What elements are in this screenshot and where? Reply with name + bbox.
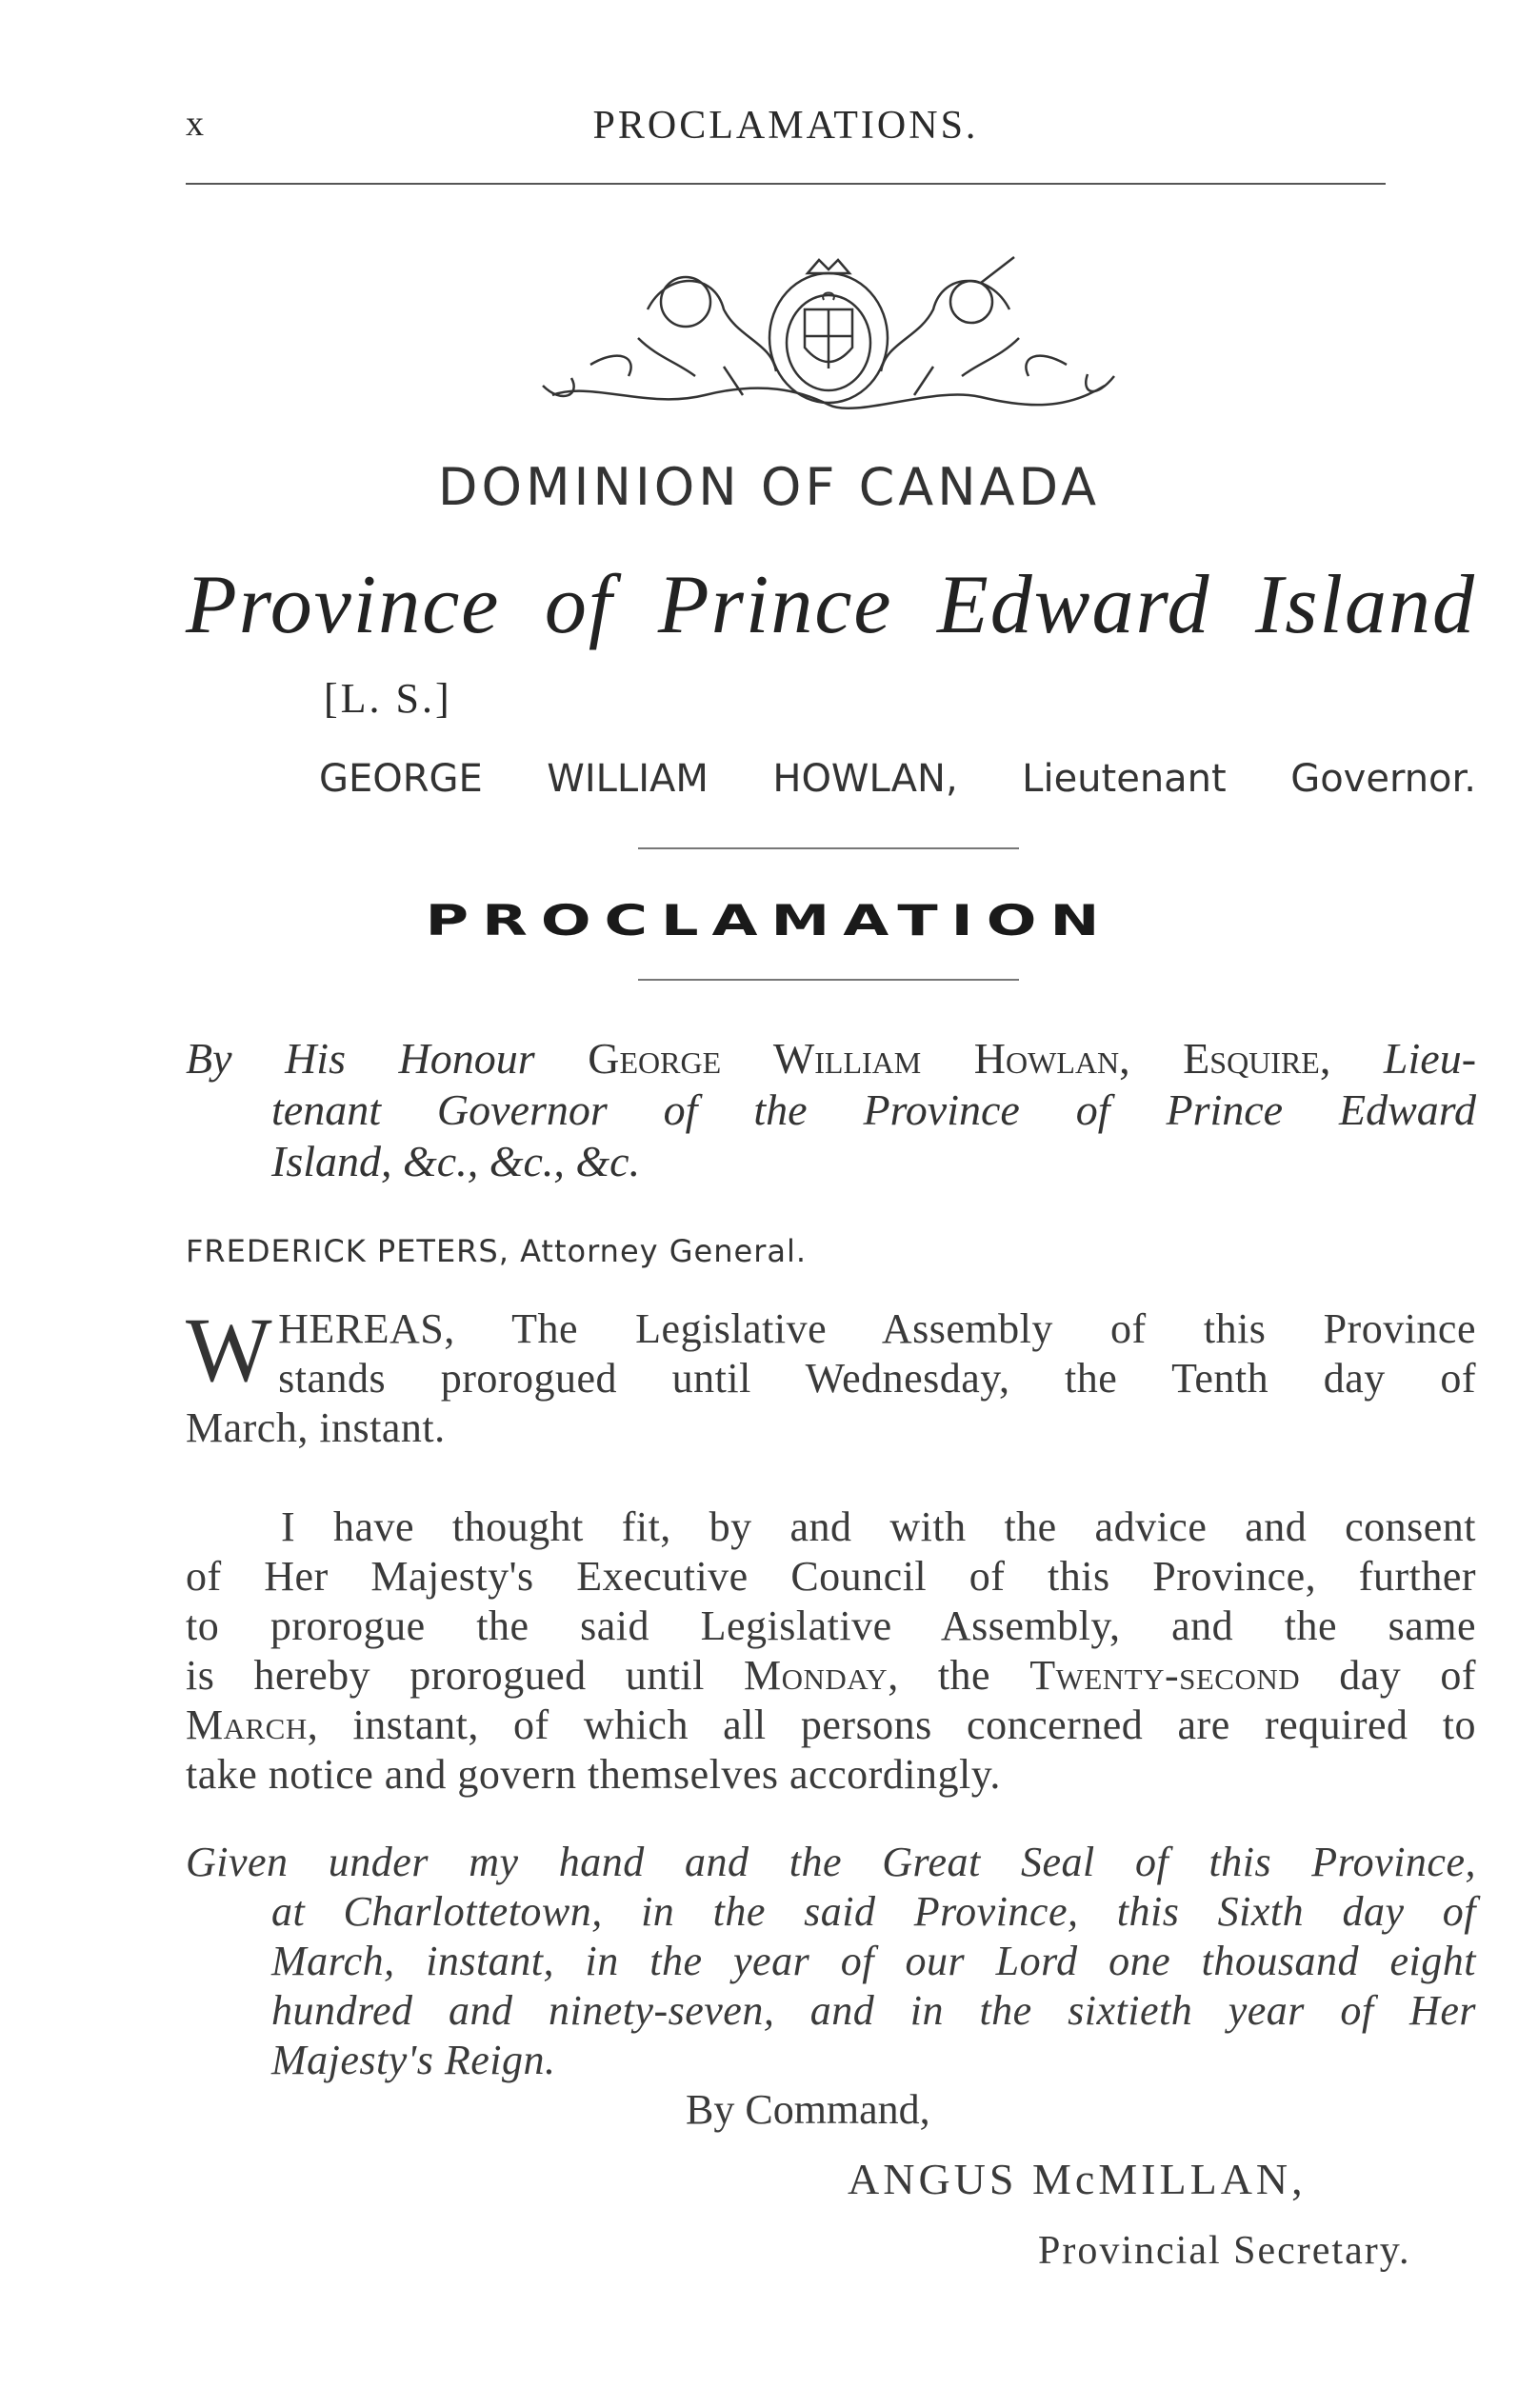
governor-line: GEORGE WILLIAM HOWLAN, Lieutenant Governor. bbox=[319, 757, 1476, 801]
attorney-general-line: FREDERICK PETERS, Attorney General. bbox=[186, 1233, 808, 1269]
proclamation-title: PROCLAMATION bbox=[425, 895, 1113, 945]
royal-coat-of-arms-icon bbox=[533, 252, 1124, 424]
rule-below-title bbox=[638, 979, 1019, 981]
seal-mark: [L. S.] bbox=[324, 675, 452, 722]
given-under-paragraph: Given under my hand and the Great Seal of this Province, at Charlottetown, in the said Province, this Sixth day of March, instant, in the year of our Lord one thousand eight hundred and ninety-seven, and in the sixtieth year of Her Majesty's Reign. bbox=[186, 1839, 1476, 2083]
dominion-heading: DOMINION OF CANADA bbox=[437, 457, 1101, 517]
whereas-paragraph: W HEREAS, The Legislative Assembly of this Province stands prorogued until Wednesday, the Tenth day of March, instant. bbox=[186, 1299, 1476, 1451]
prorogation-paragraph: I have thought fit, by and with the advice and consent of Her Majesty's Executive Council of this Province, further to prorogue the said Legislative Assembly, and the same is hereby prorogued until Monday, the Twenty-second day of March, instant, of which all persons concerned are required to take notice and govern themselves accordingly. bbox=[186, 1503, 1477, 1798]
signer-title: Provincial Secretary. bbox=[1038, 2229, 1411, 2273]
by-command: By Command, bbox=[686, 2086, 930, 2133]
drop-cap: W bbox=[186, 1299, 273, 1401]
by-honour-paragraph: By His Honour George William Howlan, Esquire, Lieu- tenant Governor of the Province of Prince Edward Island, &c., &c., &c. bbox=[186, 1034, 1477, 1185]
province-heading: Province of Prince Edward Island bbox=[186, 559, 1476, 651]
rule-above-title bbox=[638, 847, 1019, 849]
running-title: PROCLAMATIONS. bbox=[592, 104, 979, 148]
page-number: x bbox=[186, 104, 206, 144]
signer-name: ANGUS McMILLAN, bbox=[848, 2155, 1307, 2203]
header-rule bbox=[186, 183, 1386, 185]
running-head bbox=[186, 103, 1386, 150]
